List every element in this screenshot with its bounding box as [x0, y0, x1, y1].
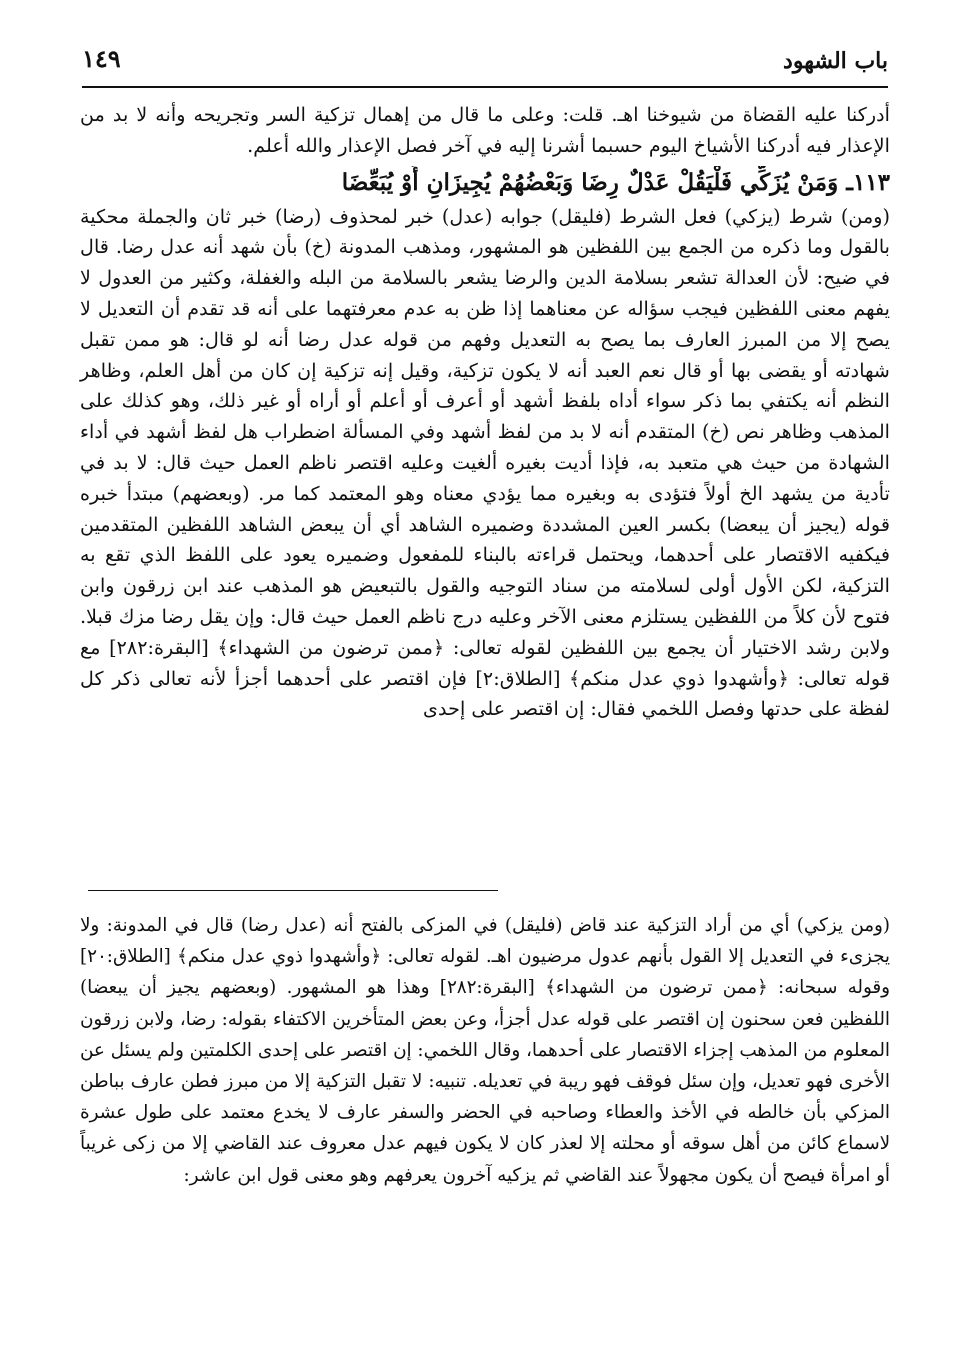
running-title: باب الشهود: [783, 48, 888, 74]
page-number: ١٤٩: [82, 44, 121, 73]
poem-verse: ١١٣ـ وَمَنْ يُزَكِّي فَلْيَقُلْ عَدْلٌ رِضَا وَبَعْضُهُمْ يُجِيزَانِ أَوْ يُبَعِّضَا: [341, 168, 890, 196]
footnote-separator: [88, 890, 498, 891]
page-header: [82, 38, 888, 88]
footnote-paragraph: (ومن يزكي) أي من أراد التزكية عند قاض (فليقل) في المزكى بالفتح أنه (عدل رضا) قال في المدونة: ولا يجزىء في التعديل إلا القول بأنهم عدول مرضيون اهـ. لقوله تعالى: ﴿وأشهدوا ذوي عدل منكم﴾ [الطلاق:٢٠] وقوله سبحانه: ﴿ممن ترضون من الشهداء﴾ [البقرة:٢٨٢] وهذا هو المشهور. (وبعضهم يجيز أن يبعضا) اللفظين فعن سحنون إن اقتصر على قوله عدل أجزأ، وعن بعض المتأخرين الاكتفاء بقوله: رضا، ولابن زرقون المعلوم من المذهب إجزاء الاقتصار على أحدهما، وقال اللخمي: إن اقتصر على إحدى الكلمتين ولم يسئل عن الأخرى فهو تعديل، وإن سئل فوقف فهو ريبة في تعديله. تنبيه: لا تقبل التزكية إلا من مبرز فطن عارف بباطن المزكي بأن خالطه في الأخذ والعطاء وصاحبه في الحضر والسفر عارف لا يخدع معتمد على طول عشرة لاسماع كائن من أهل سوقه أو محلته إلا لعذر كان لا يكون فيهم عدل معروف عند القاضي إلا من زكى غريباً أو امرأة فيصح أن يكون مجهولاً عند القاضي ثم يزكيه آخرون يعرفهم وهو معنى قول ابن عاشر:: [80, 915, 890, 1186]
footnote-section: [80, 910, 890, 1191]
main-text: [80, 100, 890, 725]
commentary-paragraph: (ومن) شرط (يزكي) فعل الشرط (فليقل) جوابه (عدل) خبر لمحذوف (رضا) خبر ثان والجملة محكية بالقول وما ذكره من الجمع بين اللفظين هو المشهور، ومذهب المدونة (خ) بأن شهد أنه عدل رضا. قال في ضيح: لأن العدالة تشعر بسلامة الدين والرضا يشعر بالسلامة من البله والغفلة، وكثير من العدول لا يفهم معنى اللفظين فيجب سؤاله عن معناهما إذا ظن به عدم معرفتهما على أنه قد تقدم أن التعديل لا يصح إلا من المبرز العارف بما يصح به التعديل وفهم من قوله عدل رضا أنه لو قال: هو ممن تقبل شهادته أو يقضى بها أو قال نعم العبد أنه لا يكون تزكية، وقيل إنه تزكية إن كان من أهل العلم، وظاهر النظم أنه يكتفي بما ذكر سواء أداه بلفظ أشهد أو أعرف أو أعلم أو أراه أو غير ذلك، وهو كذلك على المذهب وظاهر نص (خ) المتقدم أنه لا بد من لفظ أشهد وفي المسألة اضطراب هل لفظ أشهد في أداء الشهادة من حيث هي متعبد به، فإذا أديت بغيره ألغيت وعليه اقتصر ناظم العمل حيث قال: لا بد في تأدية من يشهد الخ أولاً فتؤدى به وبغيره مما يؤدي معناه وهو المعتمد كما مر. (وبعضهم) مبتدأ خبره قوله (يجيز أن يبعضا) بكسر العين المشددة وضميره الشاهد أي أن يبعض الشاهد اللفظين المتقدمين فيكفيه الاقتصار على أحدهما، ويحتمل قراءته بالبناء للمفعول وضميره يعود على اللفظ الذي تقع به التزكية، لكن الأول أولى لسلامته من سناد التوجيه والقول بالتبعيض هو المذهب عند ابن زرقون وابن فتوح لأن كلاً من اللفظين يستلزم معنى الآخر وعليه درج ناظم العمل حيث قال: وإن يقل رضا مزك قبلا. ولابن رشد الاختيار أن يجمع بين اللفظين لقوله تعالى: ﴿ممن ترضون من الشهداء﴾ [البقرة:٢٨٢] مع قوله تعالى: ﴿وأشهدوا ذوي عدل منكم﴾ [الطلاق:٢] فإن اقتصر على أحدهما أجزأ لأنه تعالى ذكر كل لفظة على حدتها وفصل اللخمي فقال: إن اقتصر على إحدى: [80, 204, 890, 721]
intro-paragraph: أدركنا عليه القضاة من شيوخنا اهـ. قلت: وعلى ما قال من إهمال تزكية السر وتجريحه وأنه لا بد من الإعذار فيه أدركنا الأشياخ اليوم حسبما أشرنا إليه في آخر فصل الإعذار والله أعلم.: [80, 103, 890, 157]
